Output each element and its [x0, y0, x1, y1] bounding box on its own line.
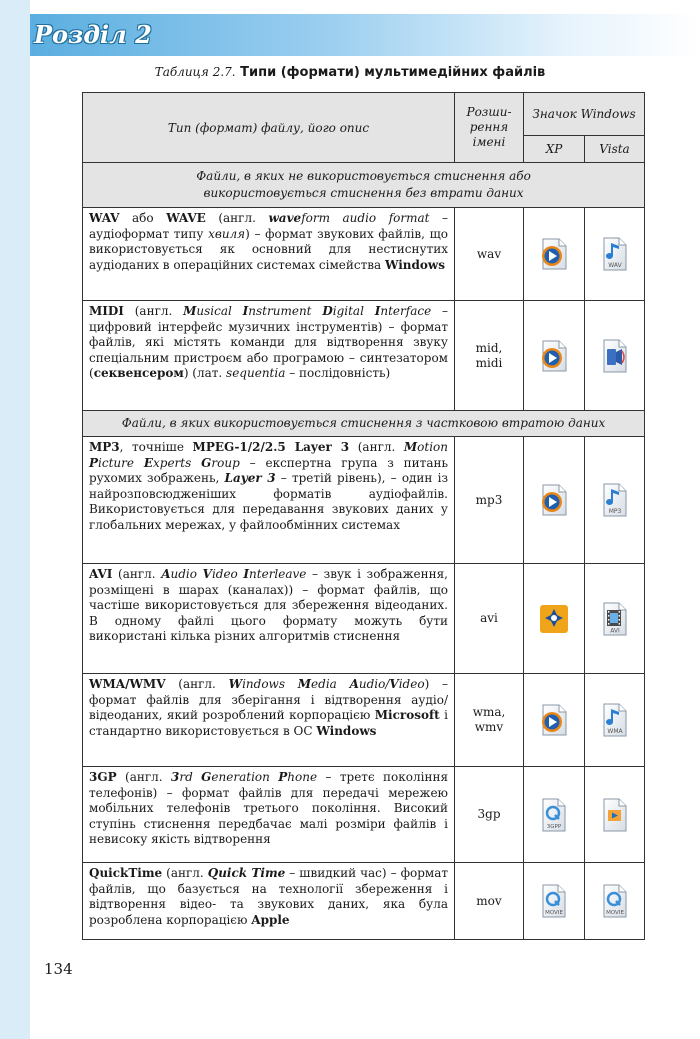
ext-mov: mov	[455, 863, 524, 940]
table-row	[83, 301, 645, 411]
header-extension: Розши-рення імені	[455, 93, 524, 163]
music-note-file-icon	[601, 703, 629, 737]
group-lossy: Файли, в яких використовується стиснення з частковою втратою даних	[83, 411, 645, 437]
quicktime-file-icon	[601, 884, 629, 918]
media-player-icon	[538, 703, 570, 737]
table-row	[83, 767, 645, 863]
music-note-file-icon	[601, 237, 629, 271]
table-row	[83, 564, 645, 674]
ext-wma: wma, wmv	[455, 674, 524, 767]
desc-wma: WMA/WMV (англ. Windows Media Audio/Video) – формат файлів для зберігання і відтворення аудіо/відеоданих, який розроблений корпорацією Microsoft і стандартно використовується в ОС Windows	[83, 674, 455, 767]
quicktime-file-icon	[540, 884, 568, 918]
desc-avi: AVI (англ. Audio Video Interleave – звук і зображення, розміщені в шарах (каналах)) – формат файлів, що частіше використовується для збереження відеоданих. В одному файлі цього формату можуть бути використані кілька різних алгоритмів стиснення	[83, 564, 455, 674]
ext-avi: avi	[455, 564, 524, 674]
ext-3gp: 3gp	[455, 767, 524, 863]
svg-text:3GPP: 3GPP	[546, 823, 562, 830]
svg-text:AVI: AVI	[609, 627, 620, 634]
media-player-icon	[538, 237, 570, 271]
table-caption-title: Типи (формати) мультимедійних файлів	[235, 65, 546, 80]
music-note-file-icon	[601, 483, 629, 517]
ext-mp3: mp3	[455, 437, 524, 564]
table-caption-label: Таблиця 2.7.	[154, 65, 236, 79]
svg-text:MP3: MP3	[608, 508, 621, 515]
table-caption	[0, 65, 700, 80]
svg-text:WMA: WMA	[606, 728, 623, 735]
header-type-description: Тип (формат) файлу, його опис	[83, 93, 455, 163]
table-row	[83, 863, 645, 940]
svg-text:MOVIE: MOVIE	[545, 910, 563, 916]
desc-quicktime: QuickTime (англ. Quick Time – швидкий час) – формат файлів, що базується на технології збереження і відтворення відео- та звукових даних, яка була розроблена корпорацією Apple	[83, 863, 455, 940]
svg-text:WAV: WAV	[607, 262, 622, 269]
section-title: Розділ 2	[34, 20, 152, 49]
ext-wav: wav	[455, 208, 524, 301]
ext-midi: mid, midi	[455, 301, 524, 411]
midi-file-icon	[601, 339, 629, 373]
desc-3gp: 3GP (англ. 3rd Generation Phone – третє покоління телефонів) – формат файлів для передачі мережею мобільних телефонів третього покоління. Високий ступінь стиснення передбачає малі розміри файлів і невисоку якість відтворення	[83, 767, 455, 863]
svg-text:MOVIE: MOVIE	[605, 910, 624, 916]
page-side-band	[0, 0, 30, 1039]
desc-mp3: MP3, точніше MPEG-1/2/2.5 Layer 3 (англ. Motion Picture Experts Group – експертна група з питань рухомих зображень, Layer 3 – третій рівень), – один із найрозповсюдженіших форматів аудіофайлів. Використовується для передавання звукових даних у глобальних мережах, у файлообмінних системах	[83, 437, 455, 564]
header-xp: XP	[524, 136, 585, 163]
header-vista: Vista	[585, 136, 645, 163]
table-row	[83, 674, 645, 767]
desc-midi: MIDI (англ. Musical Instrument Digital Interface – цифровий інтерфейс музичних інструментів) – формат файлів, які містять команди для відтворення звуку спеціальним пристроєм або програмою – синтезатором (секвенсером) (лат. sequentia – послідовність)	[83, 301, 455, 411]
quicktime-file-icon	[540, 798, 568, 832]
page-number: 134	[44, 960, 73, 978]
movie-maker-icon	[538, 602, 570, 636]
table-row	[83, 437, 645, 564]
desc-wav: WAV або WAVE (англ. waveform audio format – аудіоформат типу хвиля) – формат звукових файлів, що використовується як основний для нестиснутих аудіоданих в операційних системах сімейства Windows	[83, 208, 455, 301]
header-windows-icon: Значок Windows	[524, 93, 645, 136]
table-row	[83, 208, 645, 301]
video-file-icon	[601, 798, 629, 832]
media-player-icon	[538, 339, 570, 373]
multimedia-formats-table	[82, 92, 645, 940]
film-file-icon	[601, 602, 629, 636]
group-lossless: Файли, в яких не використовується стиснення або використовується стиснення без втрати даних	[83, 163, 645, 208]
media-player-icon	[538, 483, 570, 517]
